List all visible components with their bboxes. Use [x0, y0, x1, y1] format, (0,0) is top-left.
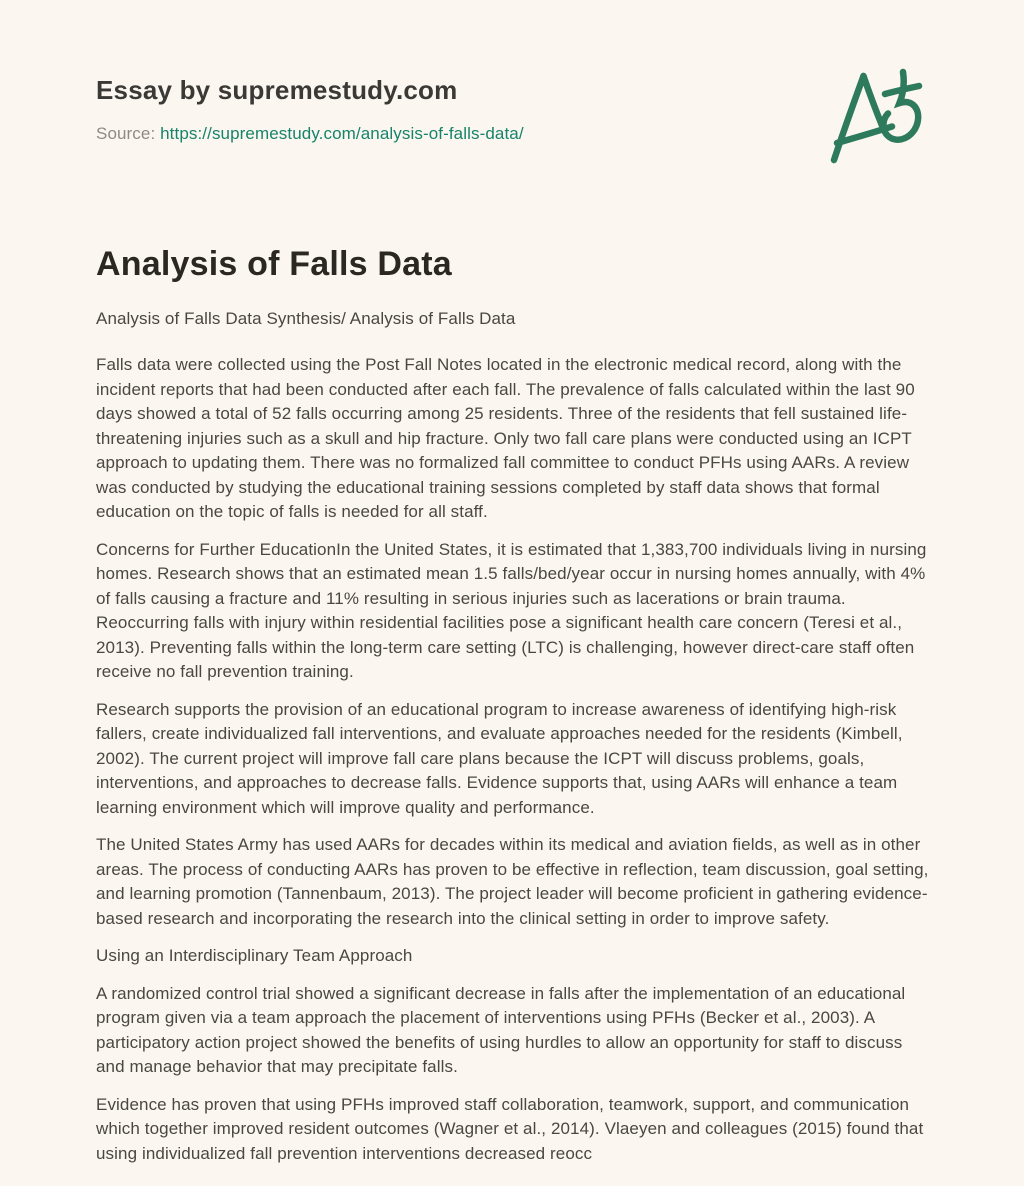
essay-body — [96, 244, 929, 1166]
paragraph-us-army-aars: The United States Army has used AARs for decades within its medical and aviation fields, as well as in other areas. The process of conducting AARs has proven to be effective in reflection, team discussion, goal setting, and learning promotion (Tannenbaum, 2013). The project leader will become proficient in gathering evidence- based research and incorporating the research into the clinical setting in order to improve safety. — [96, 835, 929, 928]
source-label: Source: — [96, 123, 156, 143]
page-header — [96, 76, 929, 144]
paragraph-randomized-trial: A randomized control trial showed a significant decrease in falls after the implementation of an educational program given via a team approach the placement of interventions using PFHs (Becker et al., 2003). A participatory action project showed the benefits of using hurdles to allow an opportunity for staff to discuss and manage behavior that may precipitate falls. — [96, 983, 906, 1077]
section-heading-team-approach: Using an Interdisciplinary Team Approach — [96, 946, 413, 966]
paragraph-research-supports: Research supports the provision of an educational program to increase awareness of identifying high-risk fallers, create individualized fall interventions, and evaluate approaches needed for the residents (Kimbell, 2002). The current project will improve fall care plans because the ICPT will discuss problems, goals, interventions, and approaches to decrease falls. Evidence supports that, using AARs will enhance a team learning environment which will improve quality and performance. — [96, 699, 903, 817]
paragraphs-container — [96, 353, 929, 1166]
paragraph-concerns-education: Concerns for Further EducationIn the United States, it is estimated that 1,383,700 individuals living in nursing homes. Research shows that an estimated mean 1.5 falls/bed/year occur in nursing homes annually, with 4% of falls causing a fracture and 11% resulting in serious injuries such as lacerations or brain trauma. Reoccurring falls with injury within residential facilities pose a significant health care concern (Teresi et al., 2013). Preventing falls within the long-term care setting (LTC) is challenging, however direct-care staff often receive no fall prevention training. — [96, 539, 927, 682]
a-plus-logo-icon — [826, 64, 926, 166]
article-subtitle: Analysis of Falls Data Synthesis/ Analysis of Falls Data — [96, 308, 516, 328]
site-title: Essay by supremestudy.com — [96, 75, 458, 105]
source-link[interactable]: https://supremestudy.com/analysis-of-falls-data/ — [160, 123, 524, 143]
source-line — [96, 124, 929, 144]
a-plus-logo — [826, 64, 926, 166]
article-title: Analysis of Falls Data — [96, 244, 452, 283]
paragraph-falls-data: Falls data were collected using the Post Fall Notes located in the electronic medical record, along with the incident reports that had been conducted after each fall. The prevalence of falls calculated within the last 90 days showed a total of 52 falls occurring among 25 residents. Three of the residents that fell sustained life-threatening injuries such as a skull and hip fracture. Only two fall care plans were conducted using an ICPT approach to updating them. There was no formalized fall committee to conduct PFHs using AARs. A review was conducted by studying the educational training sessions completed by staff data shows that formal education on the topic of falls is needed for all staff. — [96, 355, 915, 522]
paragraph-evidence-pfhs: Evidence has proven that using PFHs improved staff collaboration, teamwork, support, and communication which together improved resident outcomes (Wagner et al., 2014). Vlaeyen and colleagues (2015) found that using individualized fall prevention interventions decreased reocc — [96, 1094, 924, 1163]
